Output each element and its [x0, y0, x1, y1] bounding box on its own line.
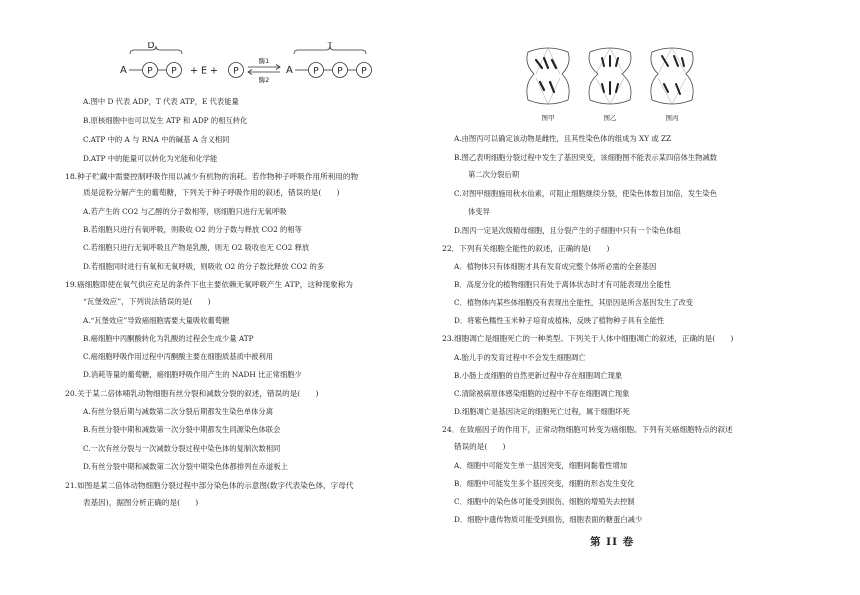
q22-option-b: B．高度分化的植物细胞只有处于离体状态时才有可能表现出全能性	[454, 280, 671, 289]
d-bracket	[130, 46, 182, 54]
q22-option-d: D．将紫色糯性玉米种子培育成植株，反映了植物种子具有全能性	[454, 316, 665, 325]
q20-option-d: D.有丝分裂中期和减数第二次分裂中期染色体都排列在赤道板上	[83, 462, 288, 471]
q22-option-a: A．植物体只有体细胞才具有发育成完整个体所必需的全套基因	[454, 262, 657, 271]
enzyme-1-label: 酶1	[258, 57, 270, 65]
svg-text:P: P	[313, 66, 319, 77]
cell-division-figure	[518, 44, 708, 124]
q20-option-c: C.一次有丝分裂与一次减数分裂过程中染色体的复制次数相同	[83, 444, 281, 453]
a-letter-right: A	[286, 65, 293, 76]
q21-option-c: C.对图甲细胞施用秋水仙素，可阻止细胞继续分裂，使染色体数目加倍，发生染色	[454, 189, 718, 198]
q19-stem: 19.癌细胞即使在氧气供应充足的条件下也主要依赖无氧呼吸产生 ATP，这种现象称为	[65, 280, 353, 289]
q20-option-a: A.有丝分裂后期与减数第二次分裂后期都发生染色单体分离	[83, 407, 274, 416]
svg-text:P: P	[233, 66, 239, 77]
q24-option-a: A．细胞中可能发生单一基因突变，细胞间黏着性增加	[454, 461, 628, 470]
q18-stem: 18.种子贮藏中需要控制呼吸作用以减少有机物的消耗。若作物种子呼吸作用所利用的物	[65, 172, 359, 181]
q17-option-a: A.图中 D 代表 ADP，T 代表 ATP，E 代表能量	[83, 97, 239, 106]
a-letter-left: A	[120, 65, 127, 76]
q22-option-c: C．植物体内某些体细胞没有表现出全能性，其原因是所含基因发生了改变	[454, 298, 694, 307]
q18-option-a: A.若产生的 CO2 与乙醇的分子数相等，则细胞只进行无氧呼吸	[83, 207, 287, 216]
q18-option-b: B.若细胞只进行有氧呼吸，则吸收 O2 的分子数与释放 CO2 的相等	[83, 225, 302, 234]
t-label: T	[327, 42, 333, 51]
q23-option-a: A.胎儿手的发育过程中不会发生细胞凋亡	[454, 353, 586, 362]
q21-stem-2: 表基因)，据图分析正确的是( )	[83, 498, 199, 507]
q19-option-d: D.消耗等量的葡萄糖，癌细胞呼吸作用产生的 NADH 比正常细胞少	[83, 370, 302, 379]
q24-option-c: C．细胞中的染色体可能受到损伤，细胞的增殖失去控制	[454, 497, 635, 506]
q19-stem-2: “瓦堡效应”，下列说法错误的是( )	[83, 297, 211, 306]
q20-option-b: B.有丝分裂中期和减数第一次分裂中期都发生同源染色体联会	[83, 425, 281, 434]
figure-bing	[651, 48, 693, 104]
figure-label-jia: 图甲	[541, 114, 555, 122]
plus-e: + E +	[190, 65, 218, 77]
q21-stem: 21.如图是某二倍体动物细胞分裂过程中部分染色体的示意图(数字代表染色体，字母代	[65, 481, 354, 490]
q17-option-d: D.ATP 中的能量可以转化为光能和化学能	[83, 154, 218, 163]
q21-option-d: D.图丙一定是次级精母细胞，且分裂产生的子细胞中只有一个染色体组	[454, 226, 681, 235]
q21-option-b-2: 第二次分裂后期	[468, 170, 520, 179]
q21-option-c-2: 体变异	[468, 207, 490, 216]
figure-label-bing: 图丙	[665, 114, 679, 122]
q17-option-c: C.ATP 中的 A 与 RNA 中的碱基 A 含义相同	[83, 135, 230, 144]
d-label: D	[147, 42, 155, 51]
q24-stem-2: 错误的是( )	[454, 442, 506, 451]
q22-stem: 22．下列有关细胞全能性的叙述，正确的是( )	[442, 244, 610, 253]
q17-option-b: B.原核细胞中也可以发生 ATP 和 ADP 的相互转化	[83, 116, 248, 125]
q24-stem: 24．在致癌因子的作用下，正常动物细胞可转变为癌细胞。下列有关癌细胞特点的叙述	[442, 425, 733, 434]
q18-stem-2: 质是淀粉分解产生的葡萄糖，下列关于种子呼吸作用的叙述，错误的是( )	[83, 188, 340, 197]
svg-text:P: P	[337, 66, 343, 77]
q19-option-b: B.癌细胞中丙酮酸转化为乳酸的过程会生成少量 ATP	[83, 334, 254, 343]
svg-text:P: P	[147, 66, 153, 77]
q23-option-c: C.清除被病原体感染细胞的过程中不存在细胞凋亡现象	[454, 389, 630, 398]
figure-yi	[589, 48, 631, 104]
q18-option-c: C.若细胞只进行无氧呼吸且产物是乳酸，则无 O2 吸收也无 CO2 释放	[83, 243, 310, 252]
q20-stem: 20.关于某二倍体哺乳动物细胞有丝分裂和减数分裂的叙述，错误的是( )	[65, 389, 319, 398]
atp-adp-diagram	[118, 42, 448, 86]
figure-label-yi: 图乙	[603, 114, 617, 122]
figure-jia	[527, 48, 569, 104]
q24-option-d: D．细胞中遗传物质可能受到损伤，细胞表面的糖蛋白减少	[454, 515, 643, 524]
q19-option-c: C.癌细胞呼吸作用过程中丙酮酸主要在细胞质基质中被利用	[83, 352, 274, 361]
q18-option-d: D.若细胞同时进行有氧和无氧呼吸，则吸收 O2 的分子数比释放 CO2 的多	[83, 262, 325, 271]
q21-option-a: A.由图丙可以确定该动物是雌性，且其性染色体的组成为 XY 或 ZZ	[454, 134, 672, 143]
q24-option-b: B．细胞中可能发生多个基因突变，细胞的形态发生变化	[454, 479, 635, 488]
q23-option-d: D.细胞凋亡是基因决定的细胞死亡过程，属于细胞坏死	[454, 407, 630, 416]
q23-option-b: B.小肠上皮细胞的自然更新过程中存在细胞凋亡现象	[454, 371, 623, 380]
svg-text:P: P	[171, 66, 177, 77]
q23-stem: 23.细胞凋亡是细胞死亡的一种类型。下列关于人体中细胞凋亡的叙述，正确的是( )	[442, 334, 734, 343]
q19-option-a: A.“瓦堡效应”导致癌细胞需要大量吸收葡萄糖	[83, 316, 230, 325]
section-title: 第 II 卷	[590, 536, 635, 548]
enzyme-2-label: 酶2	[258, 76, 270, 84]
svg-text:P: P	[361, 66, 367, 77]
q21-option-b: B.图乙表明细胞分裂过程中发生了基因突变，该细胞图不能表示某四倍体生物减数	[454, 153, 718, 162]
